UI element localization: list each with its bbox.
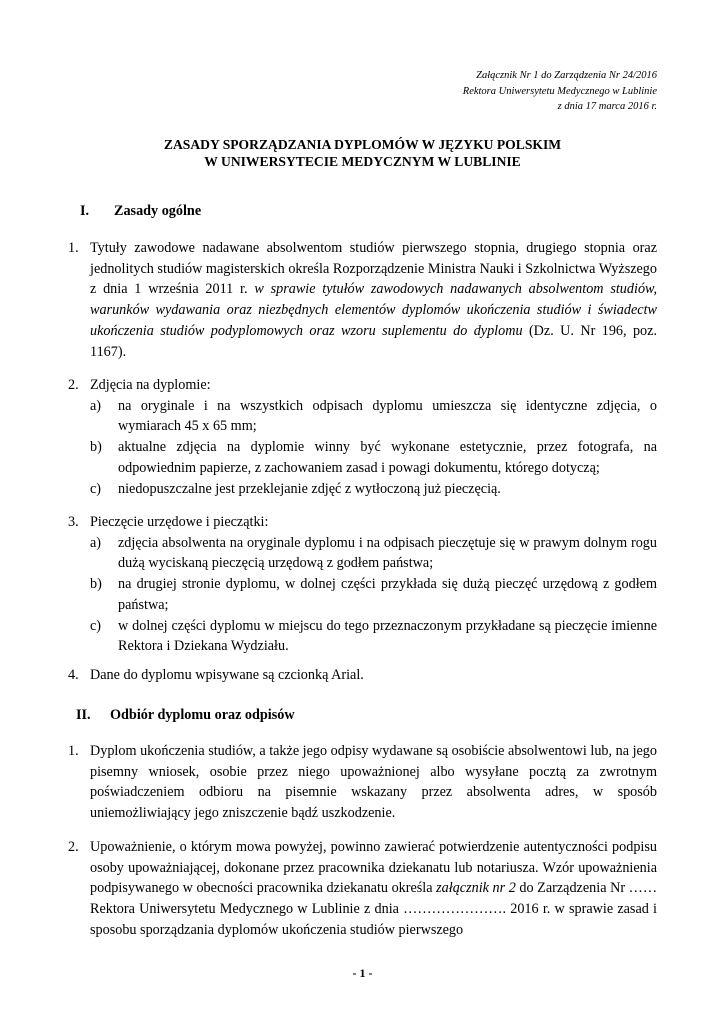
page-number: - 1 - bbox=[352, 966, 373, 980]
item-number: 2. bbox=[68, 839, 79, 855]
sub-label: a) bbox=[90, 397, 102, 414]
item-text-end: (Dz. U. Nr 196, poz. 1167). bbox=[90, 322, 657, 360]
attachment-note-line-1: Załącznik Nr 1 do Zarządzenia Nr 24/2016 bbox=[476, 70, 657, 81]
item-text: Tytuły zawodowe nadawane absolwentom studiów pierwszego stopnia, drugiego stopnia oraz jednolitych studiów magisterskich określa Rozporządzenie Ministra Nauki i Szkolnictwa Wyższego z dnia 1 września 2011 r. bbox=[90, 240, 657, 298]
list-item-1-3 bbox=[68, 512, 657, 657]
item-text: Upoważnienie, o którym mowa powyżej, powinno zawierać potwierdzenie autentyczności podpisu osoby upoważniającej, dokonane przez pracownika dziekanatu lub notariusza. Wzór upoważnienia podpisywanego w obecności pracownika dziekanatu określa bbox=[90, 839, 657, 897]
attachment-note bbox=[357, 68, 657, 115]
sub-label: b) bbox=[90, 576, 102, 593]
regulation-title: w sprawie tytułów zawodowych nadawanych absolwentom studiów, warunków wydawania oraz niezbędnych elementów dyplomów ukończenia studiów i świadectw ukończenia studiów podyplomowych oraz wzoru suplementu do dyplomu bbox=[90, 281, 657, 339]
list-item-1-1 bbox=[68, 238, 657, 362]
sub-text: na oryginale i na wszystkich odpisach dyplomu umieszcza się identyczne zdjęcia, o wymiarach 45 x 65 mm; bbox=[118, 397, 657, 435]
sub-label: b) bbox=[90, 439, 102, 456]
section-heading-2 bbox=[76, 707, 295, 724]
title-line-1: ZASADY SPORZĄDZANIA DYPLOMÓW W JĘZYKU POLSKIM bbox=[163, 137, 562, 152]
sub-label: c) bbox=[90, 480, 102, 497]
sub-label: a) bbox=[90, 534, 102, 551]
sub-item-c bbox=[68, 479, 657, 500]
sub-label: c) bbox=[90, 617, 102, 634]
sub-text: w dolnej części dyplomu w miejscu do tego przeznaczonym przykładane są pieczęcie imienne Rektora i Dziekana Wydziału. bbox=[118, 617, 657, 655]
sub-text: niedopuszczalne jest przeklejanie zdjęć z wytłoczoną już pieczęcią. bbox=[118, 480, 501, 497]
item-text: Dane do dyplomu wpisywane są czcionką Arial. bbox=[90, 667, 364, 683]
list-item-2-1 bbox=[68, 741, 657, 824]
item-number: 4. bbox=[68, 667, 79, 683]
item-number: 1. bbox=[68, 240, 79, 256]
item-intro: Pieczęcie urzędowe i pieczątki: bbox=[90, 514, 269, 530]
section-number: II. bbox=[76, 707, 91, 723]
item-number: 3. bbox=[68, 514, 79, 530]
section-title: Zasady ogólne bbox=[114, 203, 202, 219]
item-intro: Zdjęcia na dyplomie: bbox=[90, 377, 211, 393]
sub-text: na drugiej stronie dyplomu, w dolnej części przykłada się dużą pieczęć urzędową z godłem państwa; bbox=[118, 576, 657, 613]
sub-text: zdjęcia absolwenta na oryginale dyplomu i na odpisach pieczętuje się w prawym dolnym rogu dużą wyciskaną pieczęcią urzędową z godłem państwa; bbox=[118, 534, 657, 572]
section-number: I. bbox=[80, 203, 90, 219]
item-number: 1. bbox=[68, 743, 79, 759]
sub-item-c bbox=[68, 616, 657, 657]
list-item-1-2 bbox=[68, 375, 657, 499]
title-line-2: W UNIWERSYTECIE MEDYCZNYM W LUBLINIE bbox=[204, 154, 521, 169]
sub-text: aktualne zdjęcia na dyplomie winny być wykonane estetycznie, przez fotografa, na odpowiednim papierze, z zachowaniem zasad i powagi dokumentu, którego dotyczą; bbox=[118, 439, 657, 476]
sub-item-a bbox=[68, 533, 657, 574]
sub-item-b bbox=[68, 574, 657, 615]
attachment-note-line-3: z dnia 17 marca 2016 r. bbox=[557, 101, 657, 112]
section-title: Odbiór dyplomu oraz odpisów bbox=[110, 707, 295, 723]
attachment-reference: załącznik nr 2 bbox=[436, 880, 516, 897]
attachment-note-line-2: Rektora Uniwersytetu Medycznego w Lublinie bbox=[462, 85, 657, 97]
item-text-end: do Zarządzenia Nr …… Rektora Uniwersytetu Medycznego w Lublinie z dnia …………………. 2016 r. w sprawie zasad i sposobu sporządzania dyplomów ukończenia studiów pierwszego bbox=[90, 880, 658, 938]
item-text: Dyplom ukończenia studiów, a także jego odpisy wydawane są osobiście absolwentowi lub, na jego pisemny wniosek, osobie przez niego upoważnionej albo wysyłane pocztą za zwrotnym poświadczeniem odbioru na pisemnie wskazany przez absolwenta adres, w sposób uniemożliwiający jego zniszczenie bądź uszkodzenie. bbox=[90, 743, 657, 822]
list-item-1-4 bbox=[68, 665, 657, 686]
sub-item-a bbox=[68, 396, 657, 437]
item-number: 2. bbox=[68, 377, 79, 393]
section-heading-1 bbox=[80, 203, 201, 220]
list-item-2-2 bbox=[68, 837, 657, 941]
sub-item-b bbox=[68, 437, 657, 478]
document-title bbox=[0, 136, 725, 170]
